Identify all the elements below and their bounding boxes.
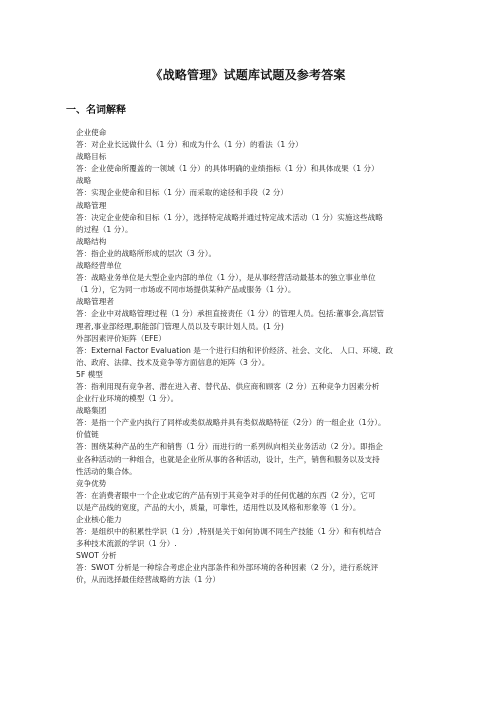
text-line: 竞争优势	[76, 478, 107, 488]
text-line: 外部因素评价矩阵（EFE）	[76, 333, 166, 343]
text-line: 价，从而选择最佳经营战略的方法（1 分）	[76, 575, 220, 585]
text-line: SWOT 分析	[76, 551, 117, 561]
text-line: （1 分），它为同一市场或不同市场提供某种产品或服务（1 分）。	[76, 285, 296, 295]
text-line: 战略目标	[76, 152, 107, 162]
text-line: 的过程（1 分）。	[76, 224, 133, 234]
text-line: 答：战略业务单位是大型企业内部的单位（1 分），是从事经营活动最基本的独立事业单位	[76, 273, 376, 283]
text-line: 企业使命	[76, 128, 107, 137]
text-line: 答：是组织中的积累性学识（1 分）,特别是关于如何协调不同生产技能（1 分）和有机结合	[76, 527, 382, 537]
text-line: 答：对企业长远做什么（1 分）和成为什么（1 分）的看法（1 分）	[76, 140, 303, 150]
text-line: 答：指企业的战略所形成的层次（3 分）。	[76, 248, 217, 258]
text-line: 答：实现企业使命和目标（1 分）而采取的途径和手段（2 分）	[76, 188, 288, 198]
text-line: 答：在消费者眼中一个企业或它的产品有别于其竞争对手的任何优越的东西（2 分），它可	[76, 490, 376, 500]
text-line: 答：决定企业使命和目标（1 分），选择特定战略并通过特定战术活动（1 分）实施这些战略	[76, 212, 383, 222]
text-line: 战略管理者	[76, 297, 114, 307]
content-body	[76, 127, 428, 587]
text-line: 以是产品线的宽度，产品的大小，质量，可靠性，适用性以及风格和形象等（1 分）。	[76, 502, 361, 512]
text-line: 价值链	[76, 430, 99, 440]
text-line: 战略	[76, 176, 92, 186]
text-line: 答：围绕某种产品的生产和销售（1 分）而进行的一系列纵向相关业务活动（2 分）。即指企	[76, 442, 383, 452]
text-line: 5F 模型	[76, 369, 103, 379]
text-line: 企业行业环境的模型（1 分）。	[76, 394, 179, 404]
section-heading: 一、名词解释	[66, 105, 126, 116]
text-line: 企业核心能力	[76, 515, 122, 524]
text-line: 战略经营单位	[76, 261, 122, 271]
text-line: 答：指利用现有竞争者、潜在进入者、替代品、供应商和顾客（2 分）五种竞争力因素分析	[76, 381, 380, 391]
text-line: 答：SWOT 分析是一种综合考虑企业内部条件和外部环境的各种因素（2 分），进行系统评	[76, 563, 379, 573]
text-line: 答：企业使命所覆盖的一领域（1 分）的具体明确的业绩指标（1 分）和具体成果（1 分）	[76, 164, 379, 174]
text-line: 性活动的集合体。	[76, 466, 137, 476]
text-line: 治、政府、法律、技术及竞争等方面信息的矩阵（3 分）。	[76, 357, 270, 367]
text-line: 战略结构	[76, 236, 107, 246]
text-line: 理者,事业部经理,职能部门管理人员以及专职计划人员。(1 分)	[76, 321, 284, 331]
text-line: 答：External Factor Evaluation 是一个进行归纳和评价经济、社会、文化、 人口、环境、政	[76, 345, 394, 355]
text-line: 业各种活动的一种组合，也就是企业所从事的各种活动，设计，生产，销售和服务以及支持	[76, 454, 380, 464]
text-line: 答：企业中对战略管理过程（1 分）承担直接责任（1 分）的管理人员。包括:董事会,高层管	[76, 309, 385, 319]
text-line: 答：是指一个产业内执行了同样或类似战略并具有类似战略特征（2分）的一组企业（1分）。	[76, 418, 386, 428]
text-line: 战略管理	[76, 200, 107, 210]
document-title: 《战略管理》试题库试题及参考答案	[150, 68, 346, 82]
text-line: 多种技术流派的学识（1 分）.	[76, 539, 177, 549]
text-line: 战略集团	[76, 406, 107, 416]
